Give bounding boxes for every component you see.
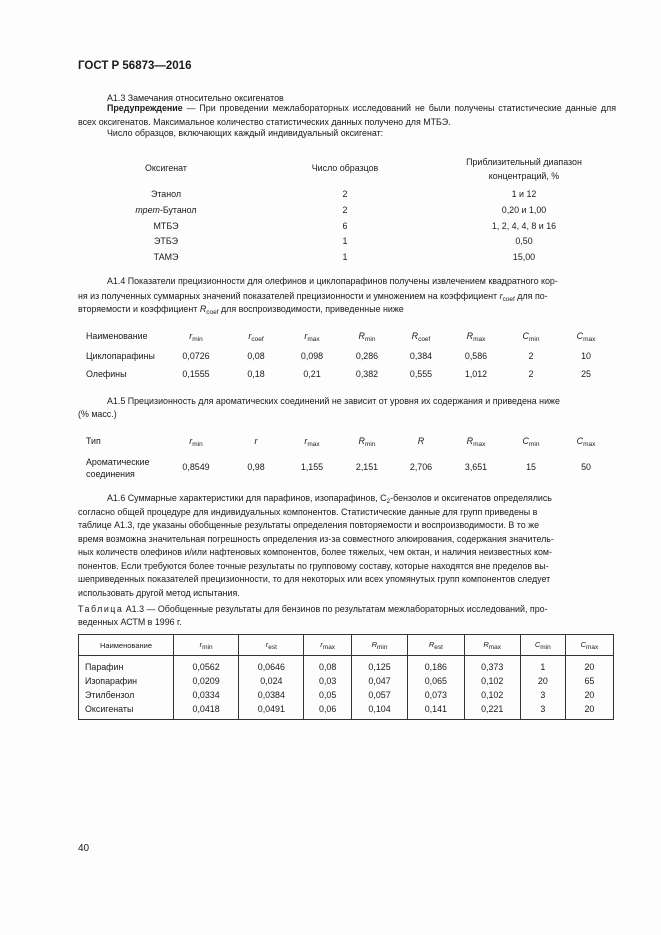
table-row [79,688,614,702]
table-cell: 20 [565,702,613,720]
param-value-cell: 2,706 [409,462,433,472]
a13-col-count: Число образцов [311,163,379,173]
a13-row-count: 6 [342,221,348,231]
table-cell: 0,221 [464,702,520,720]
a13-row-range: 15,00 [512,252,536,262]
param-value-cell: 25 [581,369,591,379]
param-value-cell: Ароматические [86,457,150,467]
param-value-cell: 0,286 [355,351,379,361]
param-header-cell: $R_{min}$ [358,436,376,448]
table-cell: 0,024 [239,674,304,688]
table-cell: 0,05 [304,688,351,702]
param-header-cell: $r_{min}$ [189,436,203,448]
table-row [79,702,614,720]
a13-count-line: Число образцов, включающих каждый индивидуальный оксигенат: [107,128,384,138]
table-row [79,656,614,675]
param-value-cell: 2 [528,351,534,361]
param-header-cell: $r_{max}$ [304,331,320,343]
a13-row-range: 0,50 [515,236,533,246]
a13-row-name: ЭТБЭ [154,236,178,246]
table-cell: 0,0646 [239,656,304,675]
table-cell: 0,057 [351,688,407,702]
table-header-cell: $R_{est}$ [408,635,464,656]
table-cell: 0,06 [304,702,351,720]
a13-row-count: 2 [342,205,348,215]
param-header-cell: $R_{min}$ [358,331,376,343]
a16-line: использовать другой метод испытания. [78,588,240,598]
page-number: 40 [78,843,90,854]
table-cell: 0,0491 [239,702,304,720]
table-header-cell: $r_{max}$ [304,635,351,656]
table-cell: 0,102 [464,674,520,688]
table-cell: 0,186 [408,656,464,675]
a15-line2: (% масс.) [78,409,117,419]
table-cell: 0,073 [408,688,464,702]
table-cell: 0,047 [351,674,407,688]
a13-row-name: МТБЭ [153,221,179,231]
param-value-cell: 0,382 [355,369,379,379]
param-header-cell: $R_{max}$ [466,331,486,343]
table-cell: 0,08 [304,656,351,675]
table-cell: 0,104 [351,702,407,720]
param-header-cell: $C_{min}$ [522,436,540,448]
table-cell: Изопарафин [79,674,174,688]
table-cell: 0,0209 [174,674,239,688]
table-cell: 0,125 [351,656,407,675]
table-cell: 0,141 [408,702,464,720]
param-value-cell: 50 [581,462,591,472]
table-header-row [79,635,614,656]
a13-row-range: 1 и 12 [511,189,537,199]
a13-col-oxygenate: Оксигенат [145,163,187,173]
param-value-cell: 0,18 [247,369,265,379]
table-cell: 65 [565,674,613,688]
a13-row-count: 2 [342,189,348,199]
a15-line1: А1.5 Прецизионность для ароматических соединений не зависит от уровня их содержания и приведена ниже [107,396,560,406]
param-value-cell: 0,384 [409,351,433,361]
a13-row-name: трет-Бутанол [135,205,197,215]
param-header-cell: R [417,436,425,446]
warning-label: Предупреждение [107,103,183,113]
param-value-cell: Циклопарафины [86,351,155,361]
param-value-cell: 10 [581,351,591,361]
table-header-cell: Наименование [79,635,174,656]
a16-line1: А1.6 Суммарные характеристики для парафинов, изопарафинов, $C_2$-бензолов и оксигенатов определялись [107,493,552,505]
param-value-cell: 3,651 [464,462,488,472]
a13-row-name: Этанол [150,189,182,199]
param-value-cell: 1,155 [300,462,324,472]
table-cell: 20 [565,656,613,675]
param-header-cell: $r_{max}$ [304,436,320,448]
param-value-cell: 0,08 [247,351,265,361]
table-cell: 20 [565,688,613,702]
a13-row-name: ТАМЭ [153,252,179,262]
a13-row-range: 0,20 и 1,00 [501,205,547,215]
param-header-cell: $C_{min}$ [522,331,540,343]
param-value-cell: 0,21 [303,369,321,379]
table-cell: 0,0334 [174,688,239,702]
table-cell: 0,0418 [174,702,239,720]
param-value-cell: 1,012 [464,369,488,379]
a16-line: ных количеств олефинов и/или нафтеновых компонентов, более тяжелых, чем октан, и наличия неизвестных ком- [78,547,552,557]
a16-line: согласно общей процедуре для индивидуальных компонентов. Статистические данные для групп приведены в [78,507,538,517]
param-value-cell: 0,555 [409,369,433,379]
table-header-cell: $r_{min}$ [174,635,239,656]
a14-line2: ня из полученных суммарных значений показателей прецизионности и умножением на коэффициент $r_{coef}$ для по- [78,291,548,303]
table-cell: 0,102 [464,688,520,702]
table-header-cell: $C_{max}$ [565,635,613,656]
table3-caption-line2: веденных АСТМ в 1996 г. [78,617,182,627]
table-cell: Оксигенаты [79,702,174,720]
a13-row-count: 1 [342,236,348,246]
param-header-cell: Наименование [86,331,148,341]
table-header-cell: $R_{min}$ [351,635,407,656]
param-value-cell: 15 [526,462,536,472]
param-header-cell: $C_{max}$ [576,331,596,343]
table-cell: 0,03 [304,674,351,688]
param-value-cell: 0,586 [464,351,488,361]
param-value-cell: 0,8549 [182,462,210,472]
table-a13 [78,634,614,720]
table-cell: 0,0384 [239,688,304,702]
a13-title: А1.3 Замечания относительно оксигенатов [107,93,284,103]
param-value-cell: 0,0726 [182,351,210,361]
a13-row-range: 1, 2, 4, 4, 8 и 16 [491,221,557,231]
param-header-cell: $R_{max}$ [466,436,486,448]
param-header-cell: $C_{max}$ [576,436,596,448]
param-header-cell: r [254,436,258,446]
table-header-cell: $C_{min}$ [520,635,565,656]
table-header-cell: $r_{est}$ [239,635,304,656]
param-value-cell: 0,098 [300,351,324,361]
table-header-cell: $R_{max}$ [464,635,520,656]
a16-line: понентов. Если требуются более точные результаты по групповому составу, которые находятся вне пределов вы- [78,561,549,571]
param-value-cell: соединения [86,469,135,479]
standard-header: ГОСТ Р 56873—2016 [78,60,192,72]
table-cell: 0,0562 [174,656,239,675]
a14-line3: вторяемости и коэффициент $R_{coef}$ для воспроизводимости, приведенные ниже [78,304,404,316]
warning-text: — При проведении межлабораторных исследований не были получены статистические данные для всех оксигенатов. Максимальное количество статистических данных получено для МТБЭ. [78,103,616,127]
a13-col-range: Приблизительный диапазон концентраций, % [466,157,582,181]
param-header-cell: $r_{min}$ [189,331,203,343]
table-cell: Парафин [79,656,174,675]
a13-warning [78,102,616,129]
param-value-cell: 0,98 [247,462,265,472]
param-header-cell: Тип [86,436,101,446]
a16-line: таблице А1.3, где указаны обобщенные результаты определения повторяемости и воспроизводимости. В то же [78,520,540,530]
param-header-cell: $R_{coef}$ [411,331,431,343]
param-value-cell: 0,1555 [182,369,210,379]
param-value-cell: 2 [528,369,534,379]
table3-caption: Таблица А1.3 — Обобщенные результаты для бензинов по результатам межлабораторных исследований, про- [78,604,548,614]
table-cell: Этилбензол [79,688,174,702]
table-cell: 3 [520,688,565,702]
a13-row-count: 1 [342,252,348,262]
param-value-cell: Олефины [86,369,127,379]
table-cell: 1 [520,656,565,675]
a14-line1: А1.4 Показатели прецизионности для олефинов и циклопарафинов получены извлечением квадратного кор- [107,276,558,286]
a16-line: шеприведенных показателей прецизионности, то для некоторых или всех упомянутых групп компонентов следует [78,574,551,584]
a16-line: время возможна значительная погрешность определения из-за совместного элюирования, содержания значитель- [78,534,554,544]
table-cell: 20 [520,674,565,688]
table-row [79,674,614,688]
param-value-cell: 2,151 [355,462,379,472]
table-cell: 3 [520,702,565,720]
table-cell: 0,065 [408,674,464,688]
table-cell: 0,373 [464,656,520,675]
param-header-cell: $r_{coef}$ [248,331,264,343]
